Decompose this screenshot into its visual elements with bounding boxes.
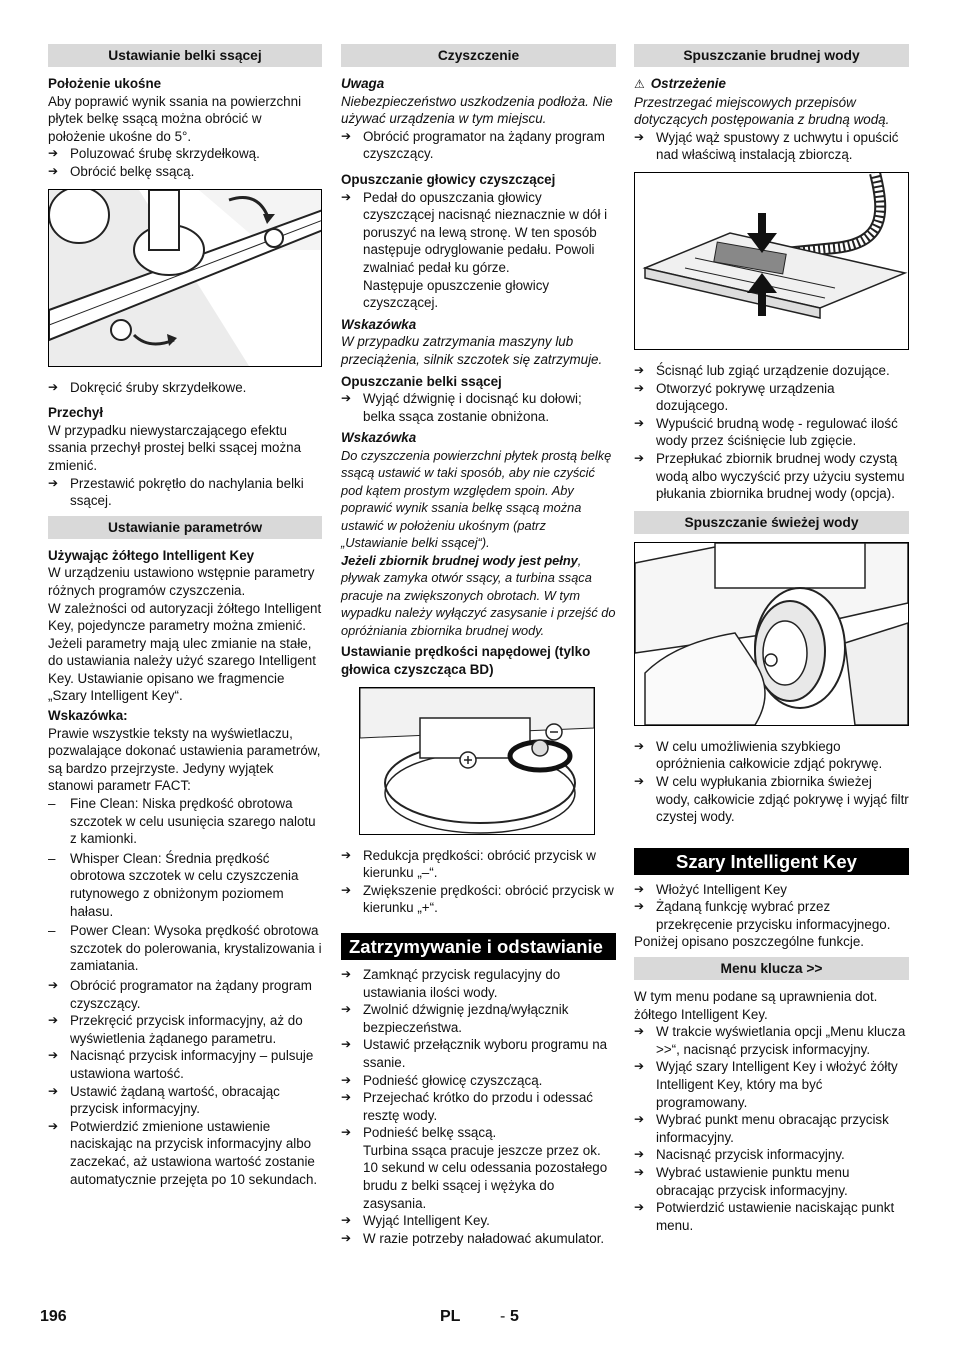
step: ➔ Ustawić przełącznik wyboru programu na ssanie. xyxy=(341,1036,616,1071)
paragraph: W urządzeniu ustawiono wstępnie parametry różnych programów czyszczenia. xyxy=(48,565,315,598)
step: ➔ Wybrać punkt menu obracając przycisk informacyjny. xyxy=(634,1111,909,1146)
step: ➔ Ścisnąć lub zgiąć urządzenie dozujące. xyxy=(634,362,909,380)
subheading-hint: Wskazówka: xyxy=(48,708,128,724)
note-text-emphasis: Jeżeli zbiornik brudnej wody jest pełny xyxy=(341,552,578,568)
step: ➔ Zwolnić dźwignię jezdną/wyłącznik bezpieczeństwa. xyxy=(341,1001,616,1036)
step: ➔ Obrócić belkę ssącą. xyxy=(48,163,322,181)
paragraph: Poniżej opisano poszczególne funkcje. xyxy=(634,934,865,950)
step: ➔ Podnieść głowicę czyszczącą. xyxy=(341,1072,616,1090)
step: ➔ W razie potrzeby naładować akumulator. xyxy=(341,1230,616,1248)
fresh-water-cap-figure xyxy=(634,542,909,726)
step: ➔ Obrócić programator na żądany program czyszczący. xyxy=(48,977,322,1012)
speed-knob-figure xyxy=(359,687,595,835)
step: ➔ Ustawić żądaną wartość, obracając przycisk informacyjny. xyxy=(48,1083,322,1118)
step: ➔ Przestawić pokrętło do nachylania belki ssącej. xyxy=(48,475,322,510)
subheading-lower-bar: Opuszczanie belki ssącej xyxy=(341,373,502,389)
warning-triangle-icon: ⚠ xyxy=(634,77,645,91)
note-text: Niebezpieczeństwo uszkodzenia podłoża. Nie używać urządzenia w tym miejscu. xyxy=(341,93,613,127)
subheading-speed: Ustawianie prędkości napędowej (tylko głowica czyszcząca BD) xyxy=(341,644,591,677)
column-left xyxy=(48,44,322,1188)
step: ➔ W celu wypłukania zbiornika świeżej wody, całkowicie zdjąć pokrywę i wyjąć filtr czystej wody. xyxy=(634,773,909,826)
step: ➔ Żądaną funkcję wybrać przez przekręcenie przycisku informacyjnego. xyxy=(634,898,909,933)
step: ➔ Redukcja prędkości: obrócić przycisk w kierunku „–“. xyxy=(341,847,616,882)
note-text-rest: , pływak zamyka otwór ssący, a turbina ssąca pracuje na zwiększonych obrotach. W tym wypadku należy wyłączyć zasysanie i przejść do opróżniania zbiornika brudnej wody. xyxy=(341,552,616,638)
section-heading-parameters: Ustawianie parametrów xyxy=(48,516,322,539)
chapter-heading-grey-key: Szary Intelligent Key xyxy=(634,848,909,875)
step: ➔ W celu umożliwienia szybkiego opróżnienia całkowicie zdjąć pokrywę. xyxy=(634,738,909,773)
page-number: 196 xyxy=(40,1308,67,1325)
step: ➔ Potwierdzić ustawienie naciskając punkt menu. xyxy=(634,1199,909,1234)
suction-bar-figure xyxy=(48,189,322,367)
warning-title xyxy=(634,75,909,94)
step: ➔ Zamknąć przycisk regulacyjny do ustawiania ilości wody. xyxy=(341,966,616,1001)
step: ➔ Włożyć Intelligent Key xyxy=(634,881,909,899)
step: ➔ Wyjąć szary Intelligent Key i włożyć żółty Intelligent Key, który ma być programowany. xyxy=(634,1058,909,1111)
step-result: Turbina ssąca pracuje jeszcze przez ok. 10 sekund w celu odessania pozostałego brudu z belki ssącej i wężyka do zasysania. xyxy=(363,1142,608,1211)
note-text: W przypadku zatrzymania maszyny lub przeciążenia, silnik szczotek się zatrzymuje. xyxy=(341,334,603,367)
drain-hose-figure xyxy=(634,172,909,350)
step: ➔ Pedał do opuszczania głowicy czyszczącej nacisnąć nieznacznie w dół i poruszyć na lewą stronę. W ten sposób następuje odryglowanie pedału. Powoli zwalniać pedał ku górze. xyxy=(341,189,616,277)
section-heading-suction-bar: Ustawianie belki ssącej xyxy=(48,44,322,67)
paragraph: W tym menu podane są uprawnienia dot. żółtego Intelligent Key. xyxy=(634,989,878,1022)
step: ➔ Zwiększenie prędkości: obrócić przycisk w kierunku „+“. xyxy=(341,882,616,917)
step: ➔ Obrócić programator na żądany program czyszczący. xyxy=(341,128,616,163)
subheading-lower-head: Opuszczanie głowicy czyszczącej xyxy=(341,171,556,187)
step: ➔ Przejechać krótko do przodu i odessać resztę wody. xyxy=(341,1089,616,1124)
warning-label: Ostrzeżenie xyxy=(650,76,726,91)
step: ➔ Wypuścić brudną wodę - regulować ilość wody przez ściśnięcie lub zgięcie. xyxy=(634,415,909,450)
note-title: Wskazówka xyxy=(341,430,417,446)
note-text-main: Do czyszczenia powierzchni płytek prostą belkę ssącą ustawić w taki sposób, aby nie czyścić pod kątem prostym względem spoin. Aby poprawić wynik ssania belkę ssącą można ustawić w położeniu ukośnym (patrz „Ustawianie belki ssącej“). xyxy=(341,447,612,551)
language-code: PL xyxy=(440,1308,461,1325)
note-title: Uwaga xyxy=(341,76,385,91)
section-heading-key-menu: Menu klucza >> xyxy=(634,957,909,980)
step: ➔ Podnieść belkę ssącą. xyxy=(341,1124,616,1142)
paragraph: W przypadku niewystarczającego efektu ssania przechył prostej belki ssącej można zmienić. xyxy=(48,422,302,473)
step: ➔ Wybrać ustawienie punktu menu obracając przycisk informacyjny. xyxy=(634,1164,909,1199)
list-item: – Whisper Clean: Średnia prędkość obrotowa szczotek w celu czyszczenia rutynowego z obniżonym poziomem hałasu. xyxy=(48,850,322,920)
subheading-yellow-key: Używając żółtego Intelligent Key xyxy=(48,547,255,563)
list-item: – Fine Clean: Niska prędkość obrotowa szczotek w celu usunięcia szarego nalotu z kamionki. xyxy=(48,795,322,848)
step: ➔ Wyjąć wąż spustowy z uchwytu i opuścić nad właściwą instalacją zbiorczą. xyxy=(634,129,909,164)
step: ➔ Otworzyć pokrywę urządzenia dozującego. xyxy=(634,380,909,415)
list-item: – Power Clean: Wysoka prędkość obrotowa szczotek do polerowania, krystalizowania i zamiatania. xyxy=(48,922,322,975)
paragraph: Aby poprawić wynik ssania na powierzchni płytek belkę ssącą można obrócić w położenie ukośne do 5°. xyxy=(48,93,302,144)
section-heading-cleaning: Czyszczenie xyxy=(341,44,616,67)
subheading-tilt: Przechył xyxy=(48,405,104,421)
chapter-heading-stop: Zatrzymywanie i odstawianie xyxy=(341,933,616,960)
section-page-number: 5 xyxy=(510,1308,519,1325)
step: ➔ Dokręcić śruby skrzydełkowe. xyxy=(48,379,322,397)
warning-text: Przestrzegać miejscowych przepisów dotyczących postępowania z brudną wodą. xyxy=(634,94,890,128)
column-middle xyxy=(341,44,616,1247)
step: ➔ Nacisnąć przycisk informacyjny – pulsuje ustawiona wartość. xyxy=(48,1047,322,1082)
paragraph: W zależności od autoryzacji żółtego Intelligent Key, pojedyncze parametry można zmienić. xyxy=(48,600,322,634)
step: ➔ Przekręcić przycisk informacyjny, aż do wyświetlenia żądanego parametru. xyxy=(48,1012,322,1047)
subheading-diagonal: Położenie ukośne xyxy=(48,76,162,91)
step: ➔ Wyjąć Intelligent Key. xyxy=(341,1212,616,1230)
section-heading-fresh-water: Spuszczanie świeżej wody xyxy=(634,511,909,534)
step: ➔ Przepłukać zbiornik brudnej wody czystą wodą albo wyczyścić przy użyciu systemu płukania zbiornika brudnej wody (opcja). xyxy=(634,450,909,503)
footer-separator: - xyxy=(500,1308,506,1325)
note-title: Wskazówka xyxy=(341,316,417,332)
paragraph: Jeżeli parametry mają ulec zmianie na stałe, do ustawiania należy użyć szarego Intelligent Key. Ustawianie opisano we fragmencie „Szary Intelligent Key“. xyxy=(48,635,316,704)
paragraph: Prawie wszystkie teksty na wyświetlaczu, pozwalające dokonać ustawienia parametrów, są bardzo przejrzyste. Jedyny wyjątek stanowi parametr FACT: xyxy=(48,725,321,794)
step: ➔ Nacisnąć przycisk informacyjny. xyxy=(634,1146,909,1164)
note-text xyxy=(341,447,616,640)
step-result: Następuje opuszczenie głowicy czyszczącej. xyxy=(363,277,550,311)
step: ➔ Potwierdzić zmienione ustawienie naciskając na przycisk informacyjny albo zaczekać, aż ustawiona wartość zostanie automatycznie przejęta po 10 sekundach. xyxy=(48,1118,322,1188)
column-right xyxy=(634,44,909,1234)
section-heading-dirty-water: Spuszczanie brudnej wody xyxy=(634,44,909,67)
step: ➔ Poluzować śrubę skrzydełkową. xyxy=(48,145,322,163)
step: ➔ W trakcie wyświetlania opcji „Menu klucza >>“, nacisnąć przycisk informacyjny. xyxy=(634,1023,909,1058)
step: ➔ Wyjąć dźwignię i docisnąć ku dołowi; belka ssąca zostanie obniżona. xyxy=(341,390,616,425)
